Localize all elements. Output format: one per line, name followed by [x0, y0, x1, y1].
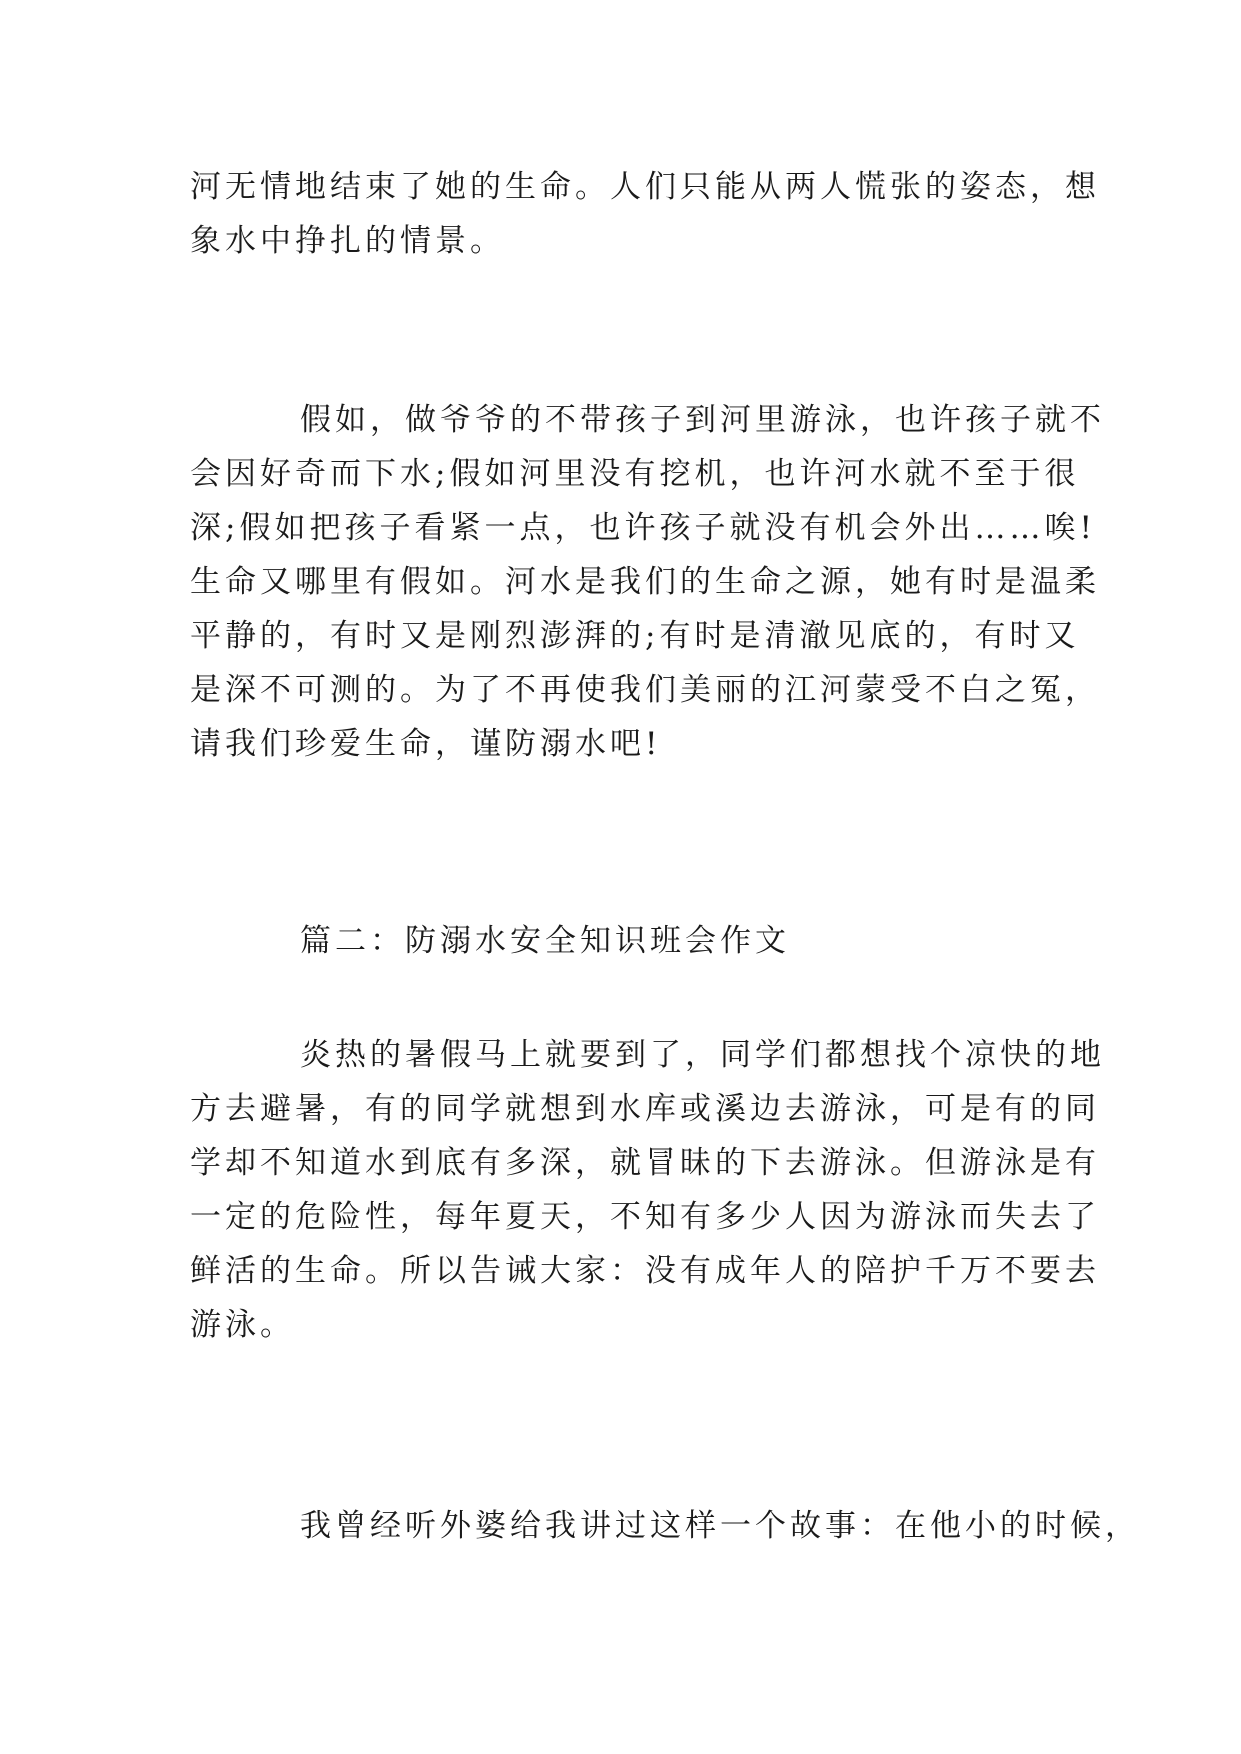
paragraph-story [190, 1499, 1140, 1553]
text-line: 游泳。 [190, 1307, 295, 1343]
text-line: 方去避暑，有的同学就想到水库或溪边去游泳，可是有的同 [190, 1091, 1100, 1127]
text-line: 我曾经听外婆给我讲过这样一个故事：在他小的时候， [300, 1508, 1140, 1544]
text-line: 炎热的暑假马上就要到了，同学们都想找个凉快的地 [300, 1037, 1105, 1073]
paragraph-what-if [190, 393, 1105, 771]
paragraph-continued [190, 160, 1100, 268]
text-line: 平静的，有时又是刚烈澎湃的;有时是清澈见底的，有时又 [190, 618, 1080, 654]
text-line: 鲜活的生命。所以告诫大家：没有成年人的陪护千万不要去 [190, 1253, 1100, 1289]
text-line: 请我们珍爱生命，谨防溺水吧! [190, 726, 662, 762]
text-line: 象水中挣扎的情景。 [190, 223, 505, 259]
text-line: 会因好奇而下水;假如河里没有挖机，也许河水就不至于很 [190, 456, 1080, 492]
text-line: 学却不知道水到底有多深，就冒昧的下去游泳。但游泳是有 [190, 1145, 1100, 1181]
paragraph-summer [190, 1028, 1105, 1352]
heading-text: 篇二：防溺水安全知识班会作文 [300, 923, 790, 959]
text-line: 河无情地结束了她的生命。人们只能从两人慌张的姿态，想 [190, 169, 1100, 205]
text-line: 深;假如把孩子看紧一点，也许孩子就没有机会外出……唉! [190, 510, 1096, 546]
section-heading [190, 914, 1070, 968]
text-line: 假如，做爷爷的不带孩子到河里游泳，也许孩子就不 [300, 402, 1105, 438]
text-line: 一定的危险性，每年夏天，不知有多少人因为游泳而失去了 [190, 1199, 1100, 1235]
text-line: 是深不可测的。为了不再使我们美丽的江河蒙受不白之冤， [190, 672, 1100, 708]
text-line: 生命又哪里有假如。河水是我们的生命之源，她有时是温柔 [190, 564, 1100, 600]
